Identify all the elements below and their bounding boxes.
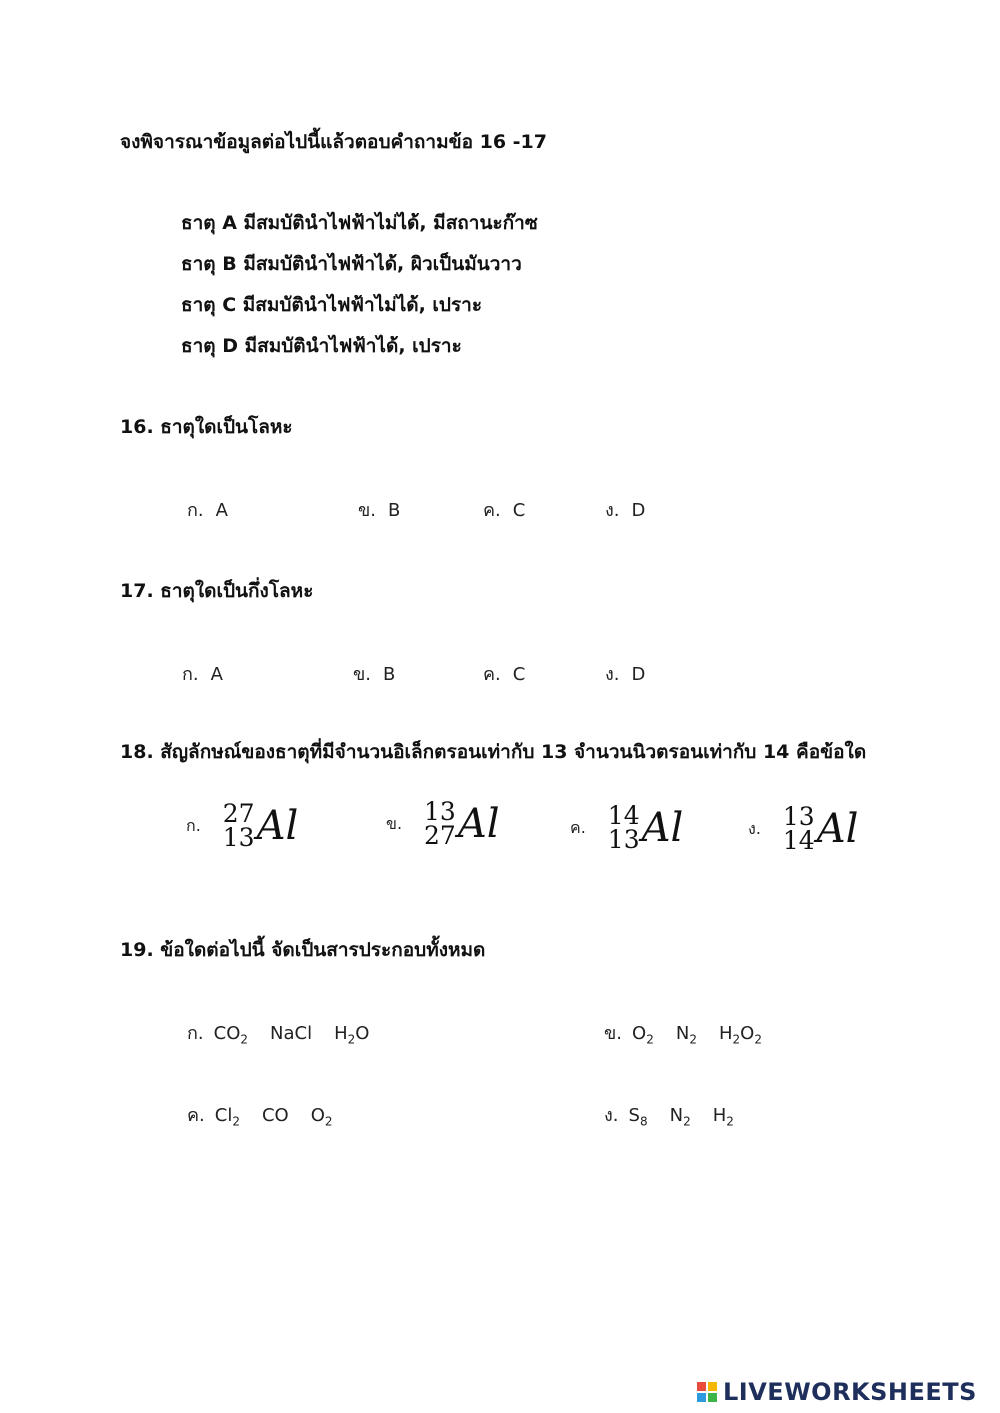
q18-option-a[interactable] (186, 799, 299, 852)
q18-option-c[interactable] (570, 801, 684, 854)
logo-square-l (697, 1382, 706, 1391)
liveworksheets-logo (697, 1378, 977, 1406)
atomic-number: 14 (782, 826, 815, 855)
chemical-formula: $H_2$ (712, 1105, 734, 1129)
formula-subscript: 8 (639, 1114, 648, 1129)
chemical-formula: $H_2O$ (334, 1023, 370, 1047)
q19-option-d[interactable] (604, 1100, 756, 1129)
option-label: ค. (483, 664, 501, 685)
q16-option-a[interactable] (187, 495, 228, 524)
question-19: 19. ข้อใดต่อไปนี้ จัดเป็นสารประกอบทั้งหมด (120, 939, 486, 961)
option-label: ง. (604, 1105, 619, 1126)
option-label: ง. (605, 500, 620, 521)
q19-option-b[interactable] (604, 1018, 784, 1047)
option-value: C (512, 500, 526, 521)
option-value: B (383, 664, 396, 685)
chemical-formula: $O_2$ (632, 1023, 654, 1047)
logo-square-i (708, 1382, 717, 1391)
chemical-formula: $CO_2$ (213, 1023, 249, 1047)
chemical-formula: $N_2$ (669, 1105, 691, 1129)
brand-name: LIVEWORKSHEETS (723, 1378, 977, 1406)
chemical-formula: $N_2$ (675, 1023, 697, 1047)
logo-squares (697, 1382, 717, 1402)
option-label: ค. (570, 817, 586, 837)
option-value: A (215, 500, 228, 521)
formula-subscript: 2 (347, 1032, 356, 1047)
element-b-description: ธาตุ B มีสมบัตินำไฟฟ้าได้, ผิวเป็นมันวาว (181, 253, 522, 275)
isotope-numbers (782, 802, 815, 855)
chemical-formula: $Cl_2$ (214, 1105, 240, 1129)
q17-option-d[interactable] (605, 659, 645, 688)
isotope-numbers (222, 799, 255, 852)
chemical-formula: NaCl (270, 1023, 313, 1044)
formula-subscript: 2 (689, 1032, 697, 1047)
question-16: 16. ธาตุใดเป็นโลหะ (120, 416, 293, 438)
question-18: 18. สัญลักษณ์ของธาตุที่มีจำนวนอิเล็กตรอนเท่ากับ 13 จำนวนนิวตรอนเท่ากับ 14 คือข้อใด (120, 741, 867, 763)
q17-option-a[interactable] (182, 659, 223, 688)
formula-subscript: 2 (240, 1032, 249, 1047)
mass-number: 13 (424, 797, 456, 826)
element-symbol: Al (816, 806, 859, 852)
chemical-formula: $H_2O_2$ (718, 1023, 762, 1047)
element-symbol: Al (256, 803, 299, 849)
option-value: B (388, 500, 401, 521)
option-value: D (631, 500, 646, 521)
mass-number: 14 (607, 801, 640, 830)
question-17: 17. ธาตุใดเป็นกึ่งโลหะ (120, 580, 314, 602)
option-label: ง. (605, 664, 620, 685)
instruction-heading: จงพิจารณาข้อมูลต่อไปนี้แล้วตอบคำถามข้อ 16 -17 (120, 131, 547, 153)
q16-option-b[interactable] (358, 495, 400, 524)
q17-option-c[interactable] (483, 659, 525, 688)
option-label: ก. (182, 664, 199, 685)
formula-subscript: 2 (726, 1114, 734, 1129)
option-label: ง. (748, 818, 761, 838)
option-label: ค. (187, 1105, 205, 1126)
element-symbol: Al (641, 805, 684, 851)
option-value: D (631, 664, 646, 685)
option-label: ข. (358, 500, 377, 521)
q18-option-d[interactable] (748, 802, 859, 855)
isotope-numbers (424, 797, 456, 850)
chemical-formula: $S_8$ (628, 1105, 648, 1129)
mass-number: 27 (222, 799, 255, 828)
formula-subscript: 2 (324, 1114, 333, 1129)
option-label: ค. (483, 500, 501, 521)
option-label: ข. (386, 813, 403, 833)
q16-option-d[interactable] (605, 495, 645, 524)
option-label: ข. (353, 664, 372, 685)
q17-option-b[interactable] (353, 659, 395, 688)
chemical-formula: CO (261, 1105, 289, 1126)
atomic-number: 13 (607, 825, 640, 854)
isotope-numbers (607, 801, 640, 854)
formula-subscript: 2 (232, 1114, 240, 1129)
option-value: C (512, 664, 526, 685)
element-d-description: ธาตุ D มีสมบัตินำไฟฟ้าได้, เปราะ (181, 335, 462, 357)
formula-subscript: 2 (754, 1032, 762, 1047)
chemical-formula: $O_2$ (310, 1105, 333, 1129)
option-label: ก. (186, 815, 201, 835)
formula-subscript: 2 (683, 1114, 691, 1129)
q19-option-a[interactable] (187, 1018, 391, 1047)
option-label: ก. (187, 500, 204, 521)
q16-option-c[interactable] (483, 495, 525, 524)
logo-square-e (708, 1393, 717, 1402)
logo-square-v (697, 1393, 706, 1402)
q19-option-c[interactable] (187, 1100, 355, 1129)
option-label: ข. (604, 1023, 623, 1044)
option-value: A (210, 664, 223, 685)
atomic-number: 27 (424, 821, 456, 850)
element-c-description: ธาตุ C มีสมบัตินำไฟฟ้าไม่ได้, เปราะ (181, 294, 483, 316)
formula-subscript: 2 (732, 1032, 741, 1047)
formula-subscript: 2 (646, 1032, 654, 1047)
mass-number: 13 (782, 802, 815, 831)
option-label: ก. (187, 1023, 204, 1044)
atomic-number: 13 (222, 823, 255, 852)
q18-option-b[interactable] (386, 797, 500, 850)
element-symbol: Al (457, 801, 500, 847)
element-a-description: ธาตุ A มีสมบัตินำไฟฟ้าไม่ได้, มีสถานะก๊าซ (181, 212, 538, 234)
